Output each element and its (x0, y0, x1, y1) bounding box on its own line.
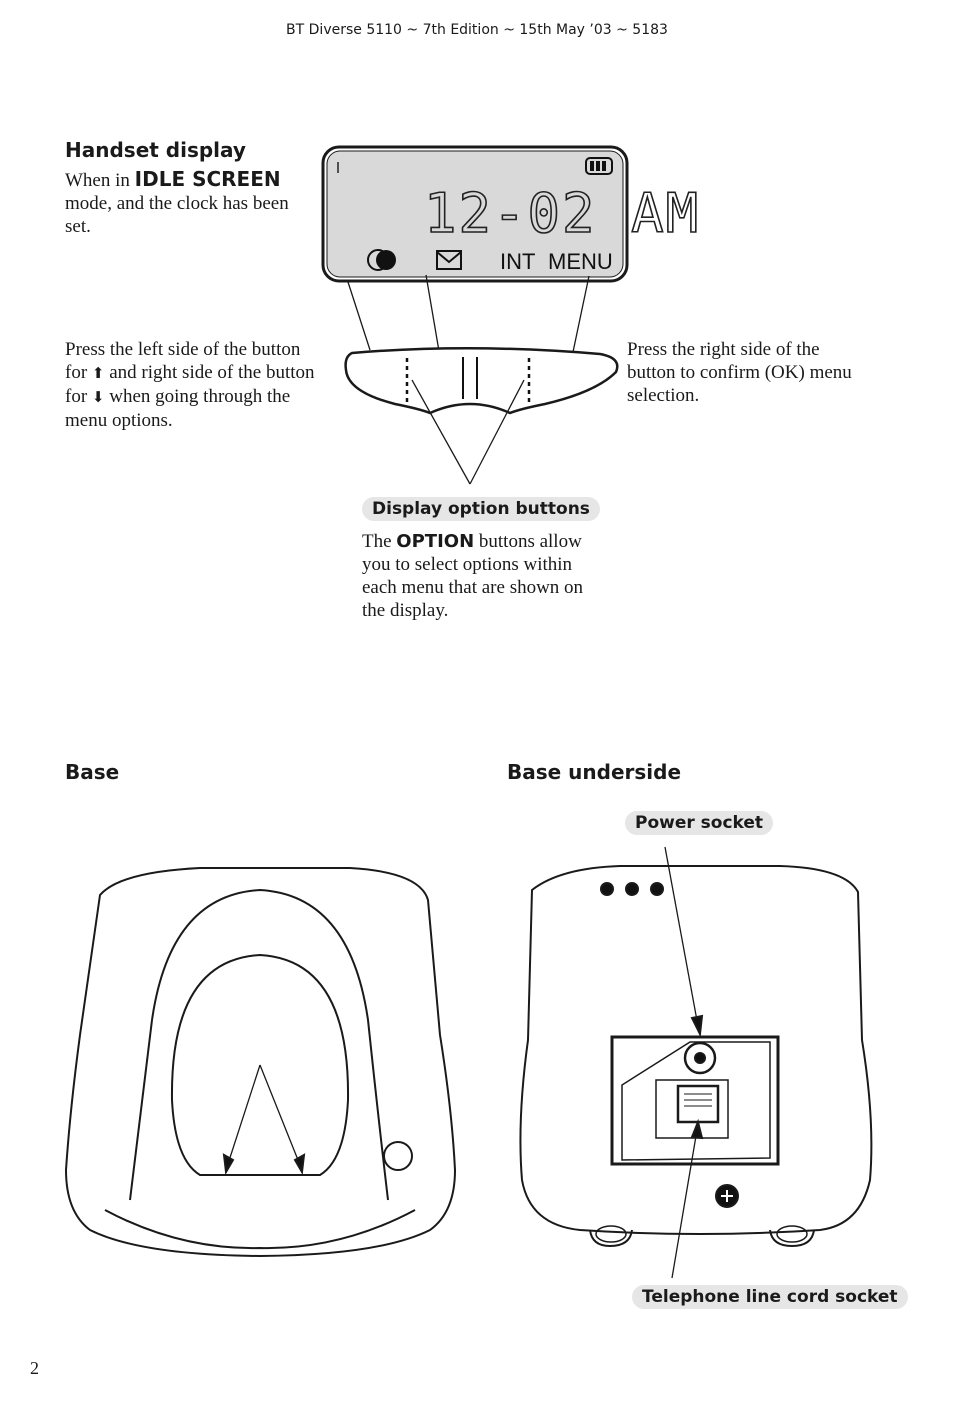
base-underside-drawing (520, 847, 871, 1278)
base-title: Base (65, 760, 120, 784)
handset-lcd (323, 147, 700, 281)
power-socket-label: Power socket (625, 811, 773, 835)
display-option-buttons-label: Display option buttons (362, 497, 600, 521)
softkey-int: INT (500, 249, 536, 274)
softkey-menu: MENU (548, 249, 613, 274)
down-arrow-icon: ⬇ (91, 388, 105, 406)
scroll-instruction: Press the left side of the button for ⬆ and right side of the button for ⬇ when going through the menu options. (65, 339, 315, 431)
option-buttons (346, 348, 618, 484)
handset-display-description: When in IDLE SCREEN mode, and the clock has been set. (65, 167, 289, 237)
page-number: 2 (30, 1358, 39, 1378)
option-description: The OPTION buttons allow you to select options within each menu that are shown on the display. (362, 531, 584, 621)
base-drawing (66, 868, 455, 1256)
document-header: BT Diverse 5110 ~ 7th Edition ~ 15th May ’03 ~ 5183 (286, 22, 668, 38)
up-arrow-icon: ⬆ (91, 364, 105, 382)
idle-screen-keyword: IDLE SCREEN (134, 167, 281, 191)
lcd-clock: 12-02 AM (424, 182, 701, 245)
handset-display-title: Handset display (65, 138, 246, 162)
confirm-instruction: Press the right side of the button to confirm (OK) menu selection. (627, 339, 852, 406)
base-underside-title: Base underside (507, 760, 682, 784)
option-keyword: OPTION (396, 531, 475, 552)
telephone-socket-label: Telephone line cord socket (632, 1285, 908, 1309)
